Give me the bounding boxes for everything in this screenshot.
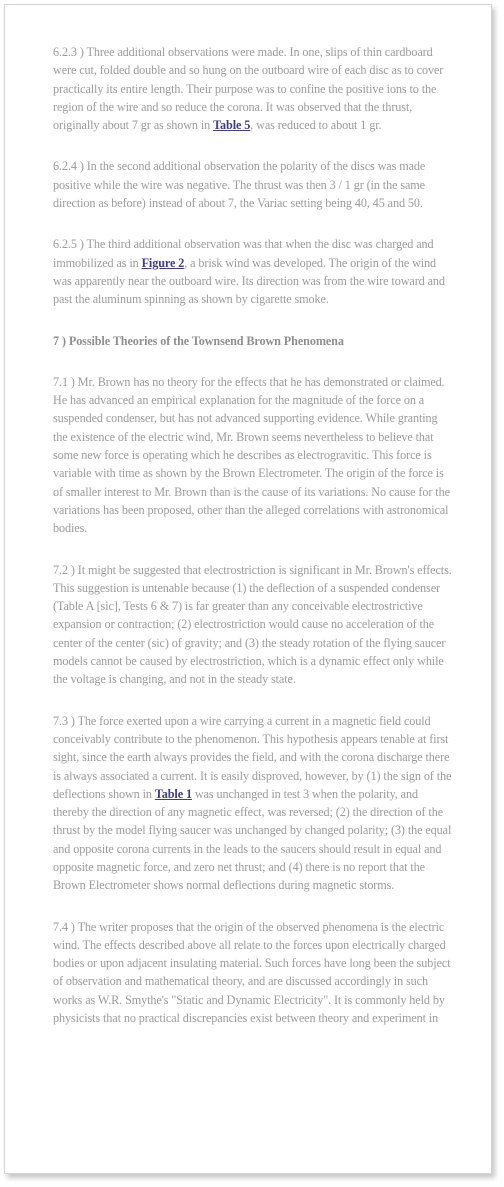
- paragraph-text: , was reduced to about 1 gr.: [250, 118, 382, 133]
- paragraph-7-3: [53, 712, 453, 895]
- section-7-heading: 7 ) Possible Theories of the Townsend Brown Phenomena: [53, 333, 344, 348]
- paragraph-6-2-5: [53, 235, 453, 308]
- paragraph-7-2: 7.2 ) It might be suggested that electrostriction is significant in Mr. Brown's effects. This suggestion is untenable because (1) the deflection of a suspended condenser (Table A [sic], Tests 6 & 7) is far greater than any conceivable electrostrictive expansion or contraction; (2) electrostriction would cause no acceleration of the center of the center (sic) of gravity; and (3) the steady rotation of the flying saucer models cannot be caused by electrostriction, which is a dynamic effect only while the voltage is changing, and not in the steady state.: [53, 562, 452, 687]
- paragraph-text: 6.2.5 ) The third additional observation was that when the disc was charged and immobilized as in: [53, 237, 434, 270]
- figure-2-link[interactable]: Figure 2: [141, 255, 185, 270]
- paragraph-text: 6.2.3 ) Three additional observations were made. In one, slips of thin cardboard were cut, folded double and so hung on the outboard wire of each disc as to cover practically its entire length. Their purpose was to confine the positive ions to the region of the wire and so reduce the corona. It was observed that the thrust, originally about 7 gr as shown in: [53, 45, 444, 133]
- table-5-link[interactable]: Table 5: [213, 118, 251, 133]
- paragraph-7-1: 7.1 ) Mr. Brown has no theory for the effects that he has demonstrated or claimed. He has advanced an empirical explanation for the magnitude of the force on a suspended condenser, but has not advanced supporting evidence. While granting the existence of the electric wind, Mr. Brown seems nevertheless to believe that some new force is operating which he describes as electrogravitic. This force is variable with time as shown by the Brown Electrometer. The origin of the force is of smaller interest to Mr. Brown than is the cause of its variations. No cause for the variations has been proposed, other than the alleged correlations with astronomical bodies.: [53, 374, 450, 536]
- paragraph-text: 7.3 ) The force exerted upon a wire carrying a current in a magnetic field could conceivably contribute to the phenomenon. This hypothesis appears tenable at first sight, since the earth always provides the field, and with the corona discharge there is always associated a current. It is easily disproved, however, by (1) the sign of the deflections shown in: [53, 713, 452, 801]
- paragraph-text: , a brisk wind was developed. The origin of the wind was apparently near the outboard wire. Its direction was from the wire toward and past the aluminum spinning as shown by cigarette smoke.: [53, 255, 445, 307]
- paragraph-6-2-4: 6.2.4 ) In the second additional observation the polarity of the discs was made positive while the wire was negative. The thrust was then 3 / 1 gr (in the same direction as before) instead of about 7, the Variac setting being 40, 45 and 50.: [53, 159, 426, 211]
- paragraph-7-4: 7.4 ) The writer proposes that the origin of the observed phenomena is the electric wind. The effects described above all relate to the forces upon electrically charged bodies or upon adjacent insulating material. Such forces have long been the subject of observation and mathematical theory, and are discussed accordingly in such works as W.R. Smythe's "Static and Dynamic Electricity". It is commonly held by physicists that no practical discrepancies exist between theory and experiment in: [53, 919, 451, 1026]
- table-1-link[interactable]: Table 1: [154, 786, 192, 801]
- paragraph-6-2-3: [53, 43, 453, 134]
- document-page: [4, 4, 492, 1174]
- paragraph-text: was unchanged in test 3 when the polarity, and thereby the direction of any magnetic effect, was reversed; (2) the direction of the thrust by the model flying saucer was unchanged by changed polarity; (3) the equal and opposite corona currents in the leads to the saucers should result in equal and opposite magnetic force, and zero net thrust; and (4) there is no report that the Brown Electrometer shows normal deflections during magnetic storms.: [53, 786, 452, 893]
- document-body: [53, 43, 453, 1027]
